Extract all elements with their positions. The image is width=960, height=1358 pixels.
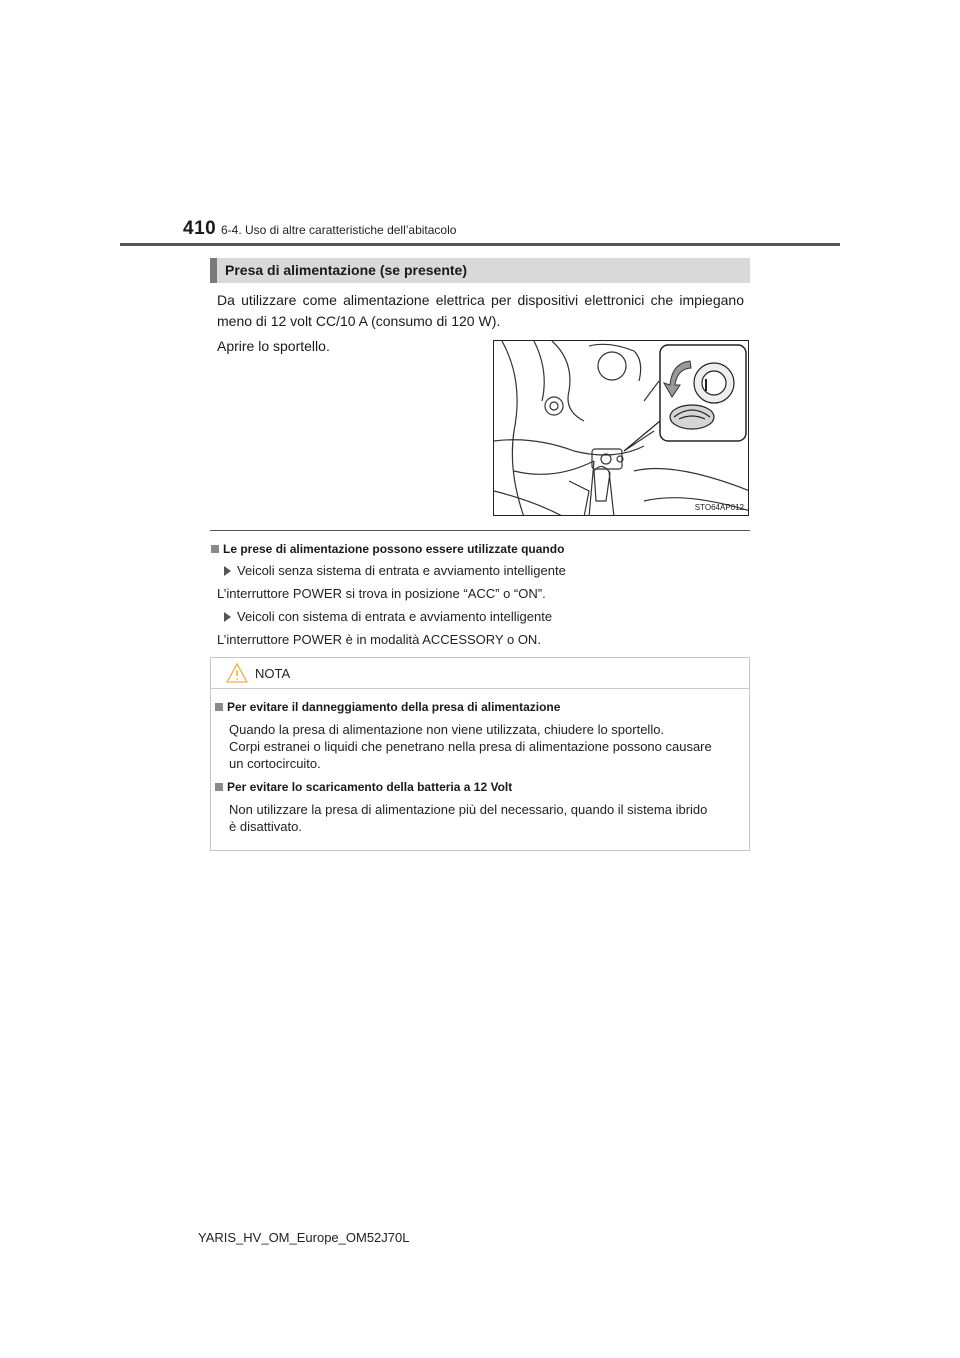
usage-text-1: L’interruttore POWER si trova in posizione “ACC” o “ON”. xyxy=(217,586,546,601)
usage-bullet-2: Veicoli con sistema di entrata e avviamento intelligente xyxy=(224,609,552,624)
nota-label: NOTA xyxy=(255,666,291,681)
square-bullet-icon xyxy=(215,703,223,711)
section-title-bar xyxy=(210,258,750,283)
warning-icon xyxy=(226,663,248,683)
nota-box xyxy=(210,657,750,851)
nota-heading-1: Per evitare il danneggiamento della presa di alimentazione xyxy=(215,700,560,714)
header-rule xyxy=(120,243,840,246)
nota-line: Corpi estranei o liquidi che penetrano nella presa di alimentazione possono causare xyxy=(229,739,712,754)
triangle-bullet-icon xyxy=(224,612,231,622)
nota-header xyxy=(211,658,749,689)
nota-heading-2: Per evitare lo scaricamento della batteria a 12 Volt xyxy=(215,780,512,794)
usage-heading: Le prese di alimentazione possono essere utilizzate quando xyxy=(211,542,564,556)
nota-line: Quando la presa di alimentazione non viene utilizzata, chiudere lo sportello. xyxy=(229,722,665,737)
usage-bullet-1: Veicoli senza sistema di entrata e avviamento intelligente xyxy=(224,563,566,578)
dashboard-drawing xyxy=(494,341,749,516)
footer-doc-id: YARIS_HV_OM_Europe_OM52J70L xyxy=(198,1230,410,1245)
section-title: Presa di alimentazione (se presente) xyxy=(225,262,467,278)
nota-line: Non utilizzare la presa di alimentazione più del necessario, quando il sistema ibrido xyxy=(229,802,708,817)
square-bullet-icon xyxy=(215,783,223,791)
square-bullet-icon xyxy=(211,545,219,553)
section-divider xyxy=(210,530,750,531)
page-number: 410 xyxy=(183,218,217,239)
nota-line: un cortocircuito. xyxy=(229,756,321,771)
section-accent xyxy=(210,258,217,283)
usage-text-2: L’interruttore POWER è in modalità ACCESSORY o ON. xyxy=(217,632,541,647)
intro-paragraph: Da utilizzare come alimentazione elettrica per dispositivi elettronici che impiegano meno di 12 volt CC/10 A (consumo di 120 W). xyxy=(217,292,744,329)
figure-code: STO64AP012 xyxy=(694,503,744,512)
triangle-bullet-icon xyxy=(224,566,231,576)
step-text: Aprire lo sportello. xyxy=(217,338,330,354)
power-outlet-illustration xyxy=(493,340,749,516)
chapter-title: 6-4. Uso di altre caratteristiche dell’abitacolo xyxy=(221,223,457,237)
nota-line: è disattivato. xyxy=(229,819,302,834)
